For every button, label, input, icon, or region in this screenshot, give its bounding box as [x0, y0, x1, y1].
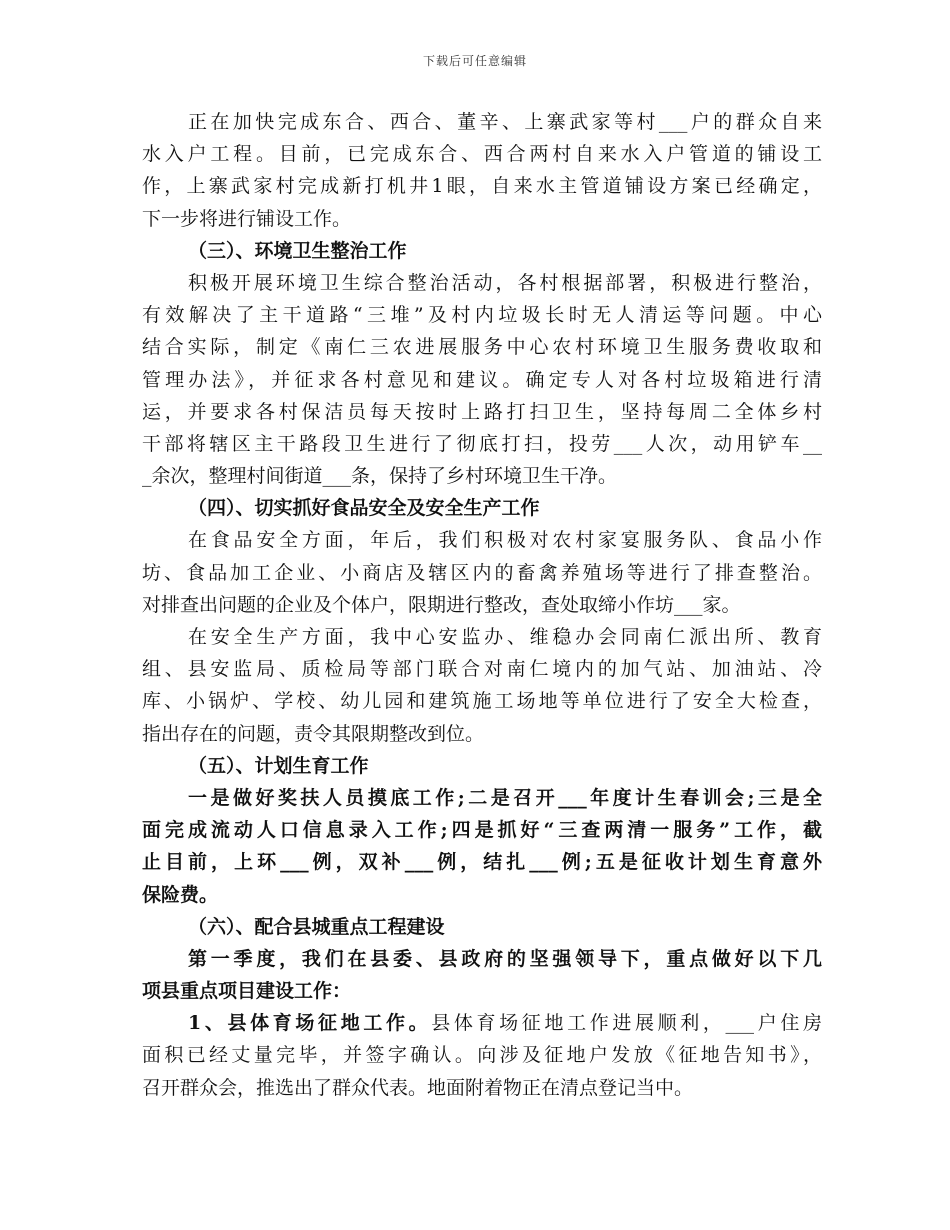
text-line: 运，并要求各村保洁员每天按时上路打扫卫生，坚持每周二全体乡村: [142, 400, 822, 423]
section-line: 第一季度，我们在县委、县政府的坚强领导下，重点做好以下几: [188, 947, 822, 970]
text-line: 干部将辖区主干路段卫生进行了彻底打扫，投劳___人次，动用铲车__: [142, 432, 822, 455]
section-line: （三）、环境卫生整治工作: [188, 239, 407, 262]
section-line: 保险费。: [142, 883, 219, 906]
section-line: 面完成流动人口信息录入工作;四是抓好“三查两清一服务”工作，截: [142, 819, 822, 842]
text-line: 结合实际，制定《南仁三农进展服务中心农村环境卫生服务费收取和: [142, 336, 822, 359]
text-line: 对排查出问题的企业及个体户，限期进行整改，查处取缔小作坊___家。: [142, 593, 741, 616]
text-line: 积极开展环境卫生综合整治活动，各村根据部署，积极进行整治，: [188, 271, 822, 294]
document-body: [142, 106, 822, 1104]
text-line: 库、小锅炉、学校、幼儿园和建筑施工场地等单位进行了安全大检查，: [142, 690, 822, 713]
text-line: 组、县安监局、质检局等部门联合对南仁境内的加气站、加油站、冷: [142, 658, 822, 681]
text-line: 坊、食品加工企业、小商店及辖区内的畜禽养殖场等进行了排查整治。: [142, 561, 822, 584]
text-line: 在安全生产方面，我中心安监办、维稳办会同南仁派出所、教育: [188, 626, 822, 648]
text-line: 面积已经丈量完毕，并签字确认。向涉及征地户发放《征地告知书》，: [142, 1044, 822, 1067]
page-header: 下载后可任意编辑: [422, 54, 527, 68]
text-line: 作，上寨武家村完成新打机井1眼，自来水主管道铺设方案已经确定，: [142, 175, 822, 198]
section-line: 项县重点项目建设工作：: [142, 980, 352, 1003]
text-line: 正在加快完成东合、西合、董辛、上寨武家等村___户的群众自来: [188, 111, 822, 133]
item-text: 县体育场征地工作进展顺利，___户住房: [431, 1012, 822, 1035]
section-line: 止目前，上环___例，双补___例，结扎___例;五是征收计划生育意外: [142, 851, 822, 874]
text-line: _余次，整理村间街道___条，保持了乡村环境卫生干净。: [142, 465, 618, 488]
text-line: 在食品安全方面，年后，我们积极对农村家宴服务队、食品小作: [188, 529, 822, 552]
text-line: [142, 1007, 822, 1039]
section-line: （五）、计划生育工作: [188, 754, 369, 777]
text-line: 下一步将进行铺设工作。: [142, 207, 352, 230]
text-line: 指出存在的问题，责令其限期整改到位。: [142, 722, 485, 745]
text-line: 管理办法》，并征求各村意见和建议。确定专人对各村垃圾箱进行清: [142, 368, 822, 391]
section-line: （六）、配合县城重点工程建设: [188, 915, 445, 938]
text-line: 有效解决了主干道路“三堆”及村内垃圾长时无人清运等问题。中心: [142, 304, 822, 327]
item-heading: 1、县体育场征地工作。: [188, 1012, 432, 1035]
text-line: 召开群众会，推选出了群众代表。地面附着物正在清点登记当中。: [142, 1076, 694, 1099]
section-line: 一是做好奖扶人员摸底工作;二是召开___年度计生春训会;三是全: [188, 786, 822, 809]
section-line: （四）、切实抓好食品安全及安全生产工作: [188, 497, 540, 520]
text-line: 水入户工程。目前，已完成东合、西合两村自来水入户管道的铺设工: [142, 143, 822, 166]
